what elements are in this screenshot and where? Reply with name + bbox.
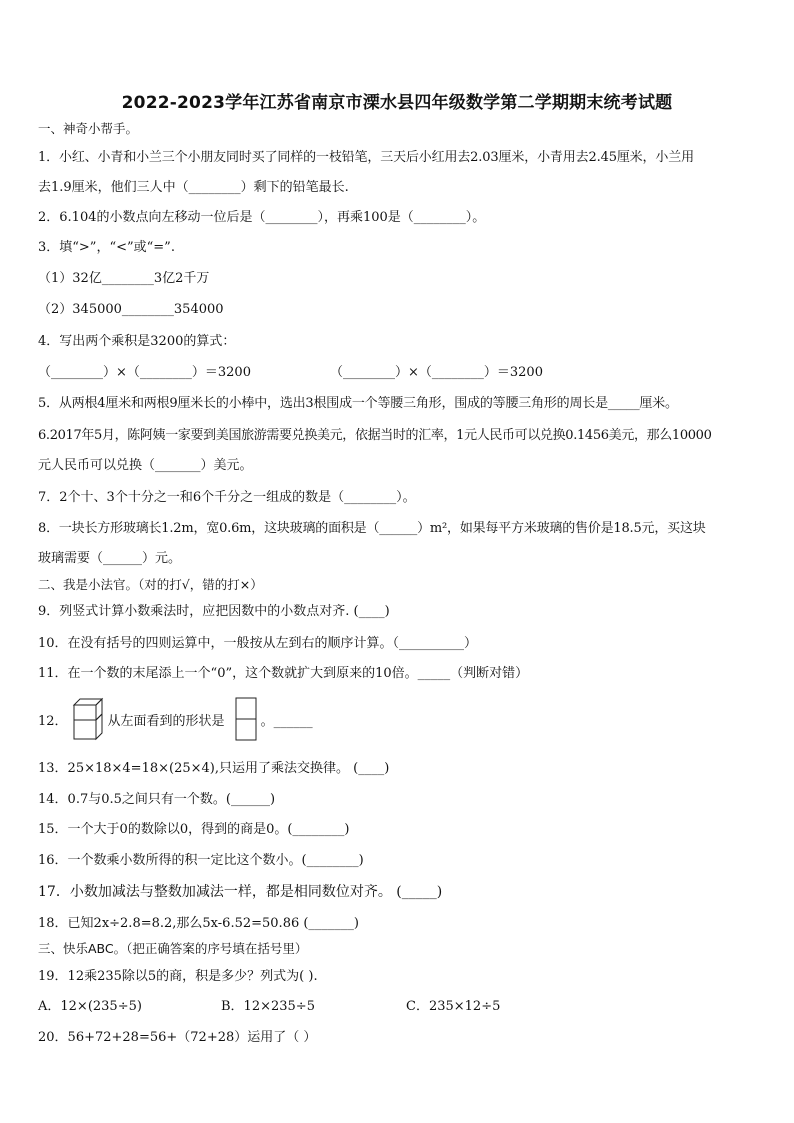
question-3: 3．填“>”，“<”或“=”. [38, 240, 175, 255]
question-19-option-b: B．12×235÷5 [221, 999, 315, 1014]
question-9: 9．列竖式计算小数乘法时，应把因数中的小数点对齐. (____) [38, 604, 390, 619]
question-11: 11．在一个数的末尾添上一个“0”，这个数就扩大到原来的10倍。_____（判断对错） [38, 666, 529, 681]
question-20: 20．56+72+28=56+（72+28）运用了（ ） [38, 1030, 317, 1045]
question-4: 4．写出两个乘积是3200的算式： [38, 334, 236, 349]
question-12 [38, 694, 313, 744]
question-1-line-1: 1．小红、小青和小兰三个小朋友同时买了同样的一枝铅笔，三天后小红用去2.03厘米，小青用去2.45厘米，小兰用 [38, 150, 694, 165]
question-17: 17．小数加减法与整数加减法一样，都是相同数位对齐。 (_____) [38, 884, 443, 900]
question-12-text: 从左面看到的形状是 [107, 713, 225, 729]
question-12-answer-blank: 。______ [260, 713, 313, 729]
question-6-line-2: 元人民币可以兑换（_______）美元。 [38, 458, 253, 473]
question-10: 10．在没有括号的四则运算中，一般按从左到右的顺序计算。（__________） [38, 636, 478, 651]
question-19-option-a: A．12×(235÷5) [38, 999, 142, 1014]
question-8-line-1: 8．一块长方形玻璃长1.2m，宽0.6m，这块玻璃的面积是（______）m²，如果每平方米玻璃的售价是18.5元，买这块 [38, 521, 706, 536]
question-7: 7．2个十、3个十分之一和6个千分之一组成的数是（________）。 [38, 490, 416, 505]
question-5: 5．从两根4厘米和两根9厘米长的小棒中，选出3根围成一个等腰三角形，围成的等腰三角形的周长是_____厘米。 [38, 396, 678, 411]
question-3-part-1: （1）32亿________3亿2千万 [38, 271, 210, 286]
question-14: 14．0.7与0.5之间只有一个数。(______) [38, 792, 276, 807]
section-3-heading: 三、快乐ABC。（把正确答案的序号填在括号里） [38, 941, 308, 956]
question-6-line-1: 6.2017年5月，陈阿姨一家要到美国旅游需要兑换美元，依据当时的汇率，1元人民币可以兑换0.1456美元，那么10000 [38, 428, 712, 443]
question-15: 15．一个大于0的数除以0，得到的商是0。(________) [38, 822, 350, 837]
page-title: 2022-2023学年江苏省南京市溧水县四年级数学第二学期期末统考试题 [121, 93, 673, 113]
question-19-option-c: C．235×12÷5 [406, 999, 501, 1014]
section-2-heading: 二、我是小法官。（对的打√，错的打×） [38, 577, 263, 592]
question-2: 2．6.104的小数点向左移动一位后是（________），再乘100是（________）。 [38, 210, 486, 225]
question-3-part-2: （2）345000________354000 [38, 302, 224, 317]
cube-stack-figure [72, 695, 106, 743]
question-18: 18．已知2x÷2.8=8.2,那么5x-6.52=50.86 (_______) [38, 916, 360, 931]
question-4-equation-1: （________）×（________）＝3200 [38, 365, 251, 380]
question-12-number: 12． [38, 713, 68, 729]
question-13: 13．25×18×4=18×(25×4),只运用了乘法交换律。 (____) [38, 761, 390, 776]
question-16: 16．一个数乘小数所得的积一定比这个数小。(________) [38, 853, 364, 868]
side-view-figure [235, 697, 257, 741]
section-1-heading: 一、神奇小帮手。 [38, 121, 139, 136]
question-1-line-2: 去1.9厘米，他们三人中（________）剩下的铅笔最长. [38, 180, 349, 195]
question-4-equation-2: （________）×（________）＝3200 [330, 365, 543, 380]
question-8-line-2: 玻璃需要（______）元。 [38, 551, 182, 566]
question-19: 19．12乘235除以5的商，积是多少？列式为( ). [38, 969, 318, 984]
